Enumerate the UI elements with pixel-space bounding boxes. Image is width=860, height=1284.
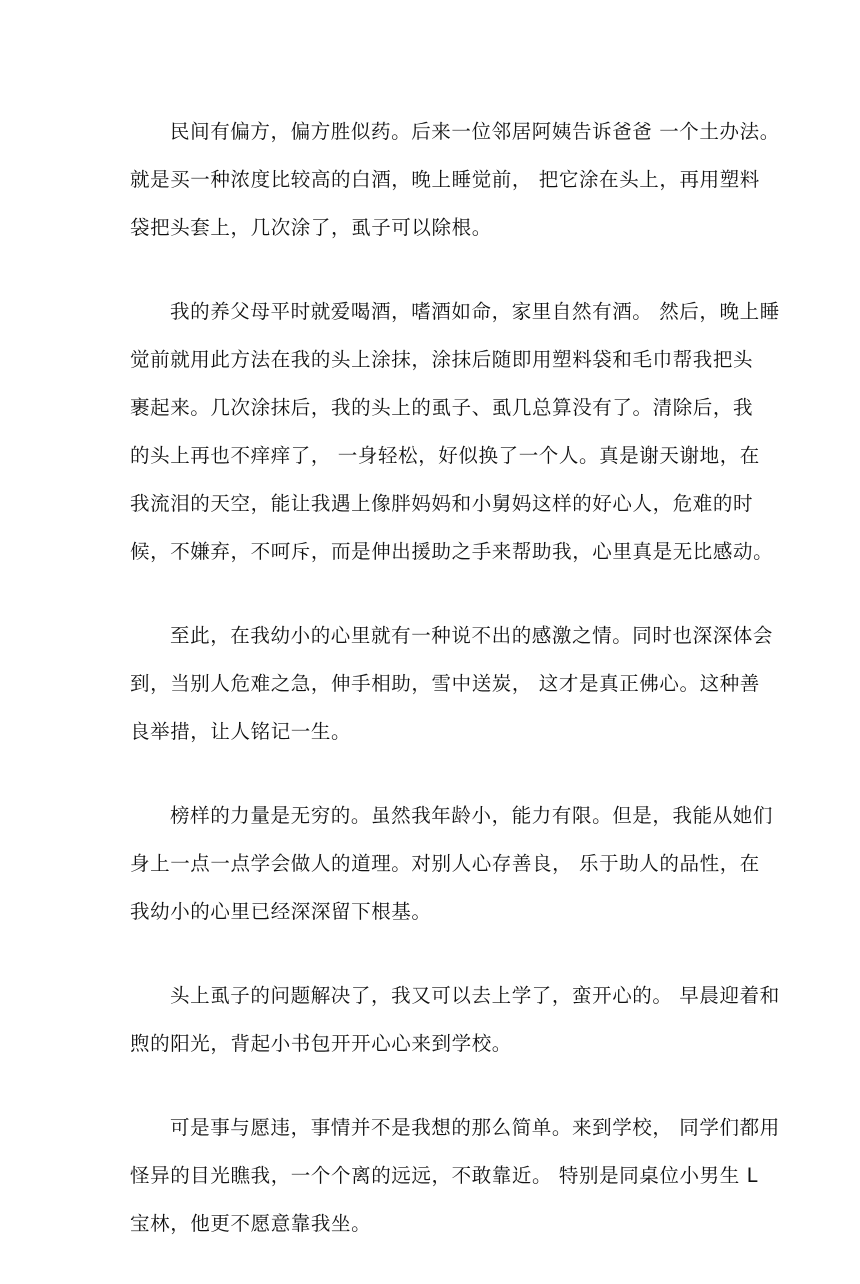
text-line: 身上一点一点学会做人的道理。对别人心存善良， 乐于助人的品性，在	[130, 852, 760, 875]
text-line: 良举措，让人铭记一生。	[130, 720, 352, 743]
text-line: 候，不嫌弃，不呵斥，而是伸出援助之手来帮助我，心里真是无比感动。	[130, 540, 774, 563]
text-line: 我的养父母平时就爱喝酒，嗜酒如命，家里自然有酒。 然后，晚上睡	[170, 300, 780, 323]
paragraph-6	[130, 1104, 780, 1248]
text-line: 可是事与愿违，事情并不是我想的那么简单。来到学校， 同学们都用	[170, 1116, 780, 1139]
document-body	[130, 108, 780, 1284]
text-line: 的头上再也不痒痒了， 一身轻松，好似换了一个人。真是谢天谢地，在	[130, 444, 760, 467]
paragraph-2	[130, 288, 780, 576]
text-line: 榜样的力量是无穷的。虽然我年龄小，能力有限。但是，我能从她们	[170, 804, 774, 827]
paragraph-1	[130, 108, 780, 252]
paragraph-4	[130, 792, 774, 936]
text-line: 到，当别人危难之急，伸手相助，雪中送炭， 这才是真正佛心。这种善	[130, 672, 760, 695]
text-line: 我流泪的天空，能让我遇上像胖妈妈和小舅妈这样的好心人，危难的时	[130, 492, 754, 515]
text-line: 我幼小的心里已经深深留下根基。	[130, 900, 432, 923]
text-line: 煦的阳光，背起小书包开开心心来到学校。	[130, 1032, 512, 1055]
text-line: 头上虱子的问题解决了，我又可以去上学了，蛮开心的。 早晨迎着和	[170, 984, 780, 1007]
text-line: 至此，在我幼小的心里就有一种说不出的感激之情。同时也深深体会	[170, 624, 774, 647]
text-line: 就是买一种浓度比较高的白酒，晚上睡觉前， 把它涂在头上，再用塑料	[130, 168, 760, 191]
text-line: 怪异的目光瞧我，一个个离的远远，不敢靠近。 特别是同桌位小男生 L	[130, 1164, 759, 1187]
text-line: 民间有偏方，偏方胜似药。后来一位邻居阿姨告诉爸爸 一个土办法。	[170, 120, 780, 143]
paragraph-3	[130, 612, 774, 756]
text-line: 裹起来。几次涂抹后，我的头上的虱子、虱几总算没有了。清除后，我	[130, 396, 754, 419]
text-line: 宝林，他更不愿意靠我坐。	[130, 1212, 372, 1235]
paragraph-5	[130, 972, 780, 1068]
text-line: 袋把头套上，几次涂了，虱子可以除根。	[130, 216, 492, 239]
text-line: 觉前就用此方法在我的头上涂抹，涂抹后随即用塑料袋和毛巾帮我把头	[130, 348, 754, 371]
